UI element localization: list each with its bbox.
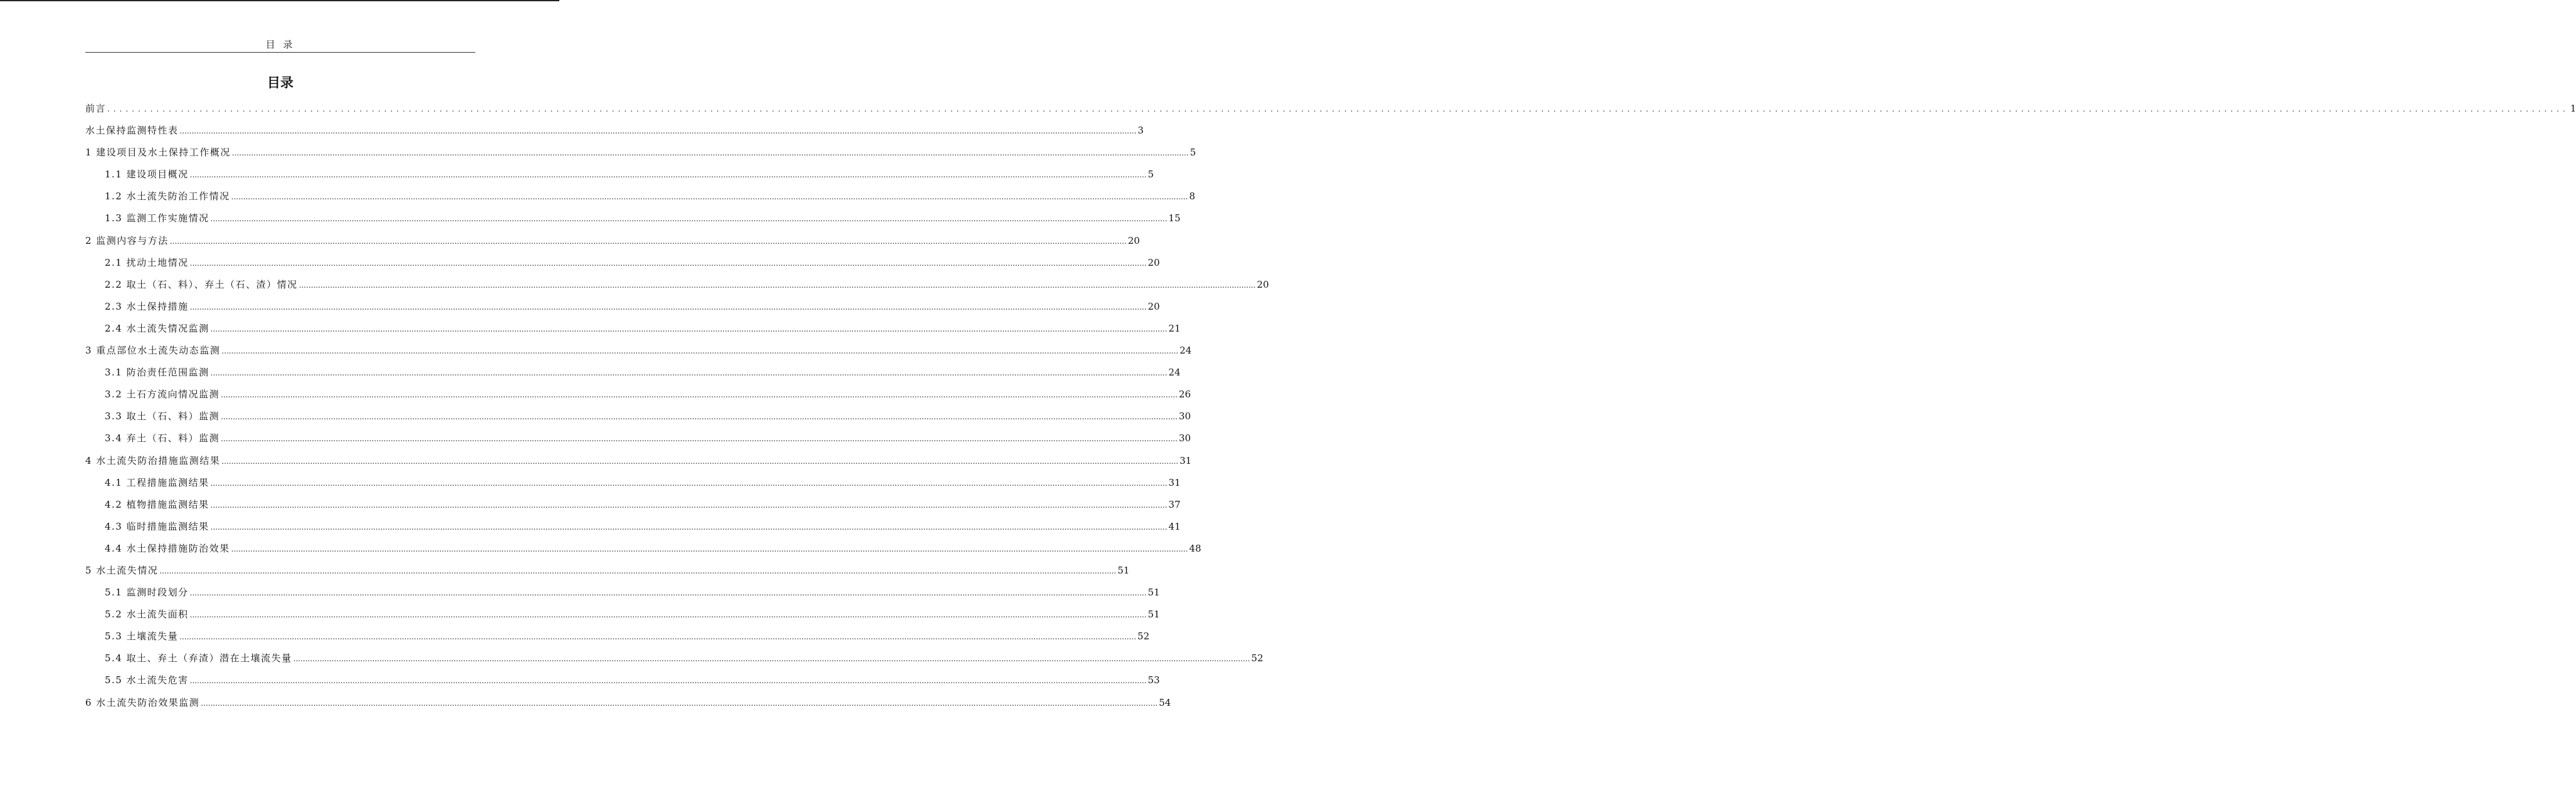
running-header: 目 录	[265, 39, 295, 50]
toc-entry-page: 37	[1168, 498, 1181, 510]
toc-dot-leader: ................................................................................................................................................................................................................................................................................................................................................................................................................	[231, 544, 1188, 553]
toc-entry[interactable]	[85, 427, 1191, 449]
toc-entry[interactable]	[85, 318, 1181, 340]
toc-entry-label: 4.1 工程措施监测结果	[105, 476, 209, 488]
toc-entry-page: 24	[1168, 367, 1181, 379]
toc-entry[interactable]	[85, 604, 1160, 626]
toc-entry-page: 52	[1137, 631, 1149, 642]
toc-entry-page: 5	[1148, 169, 1154, 181]
toc-entry-label: 2.4 水土流失情况监测	[105, 322, 209, 334]
toc-dot-leader: ................................................................................................................................................................................................................................................................................................................................................................................................................	[221, 456, 1179, 466]
toc-entry[interactable]	[85, 362, 1181, 384]
toc-entry-page: 31	[1168, 476, 1181, 488]
toc-entry-label: 3.3 取土（石、料）监测	[105, 411, 220, 422]
toc-entry[interactable]	[85, 296, 1160, 318]
toc-dot-leader: ................................................................................................................................................................................................................................................................................................................................................................................................................	[210, 324, 1168, 333]
toc-entry[interactable]	[85, 450, 1192, 472]
toc-list	[85, 98, 2576, 714]
toc-entry-page: 30	[1178, 411, 1191, 422]
toc-entry[interactable]	[85, 669, 1160, 691]
toc-entry[interactable]	[85, 164, 1154, 186]
toc-entry[interactable]	[85, 186, 1195, 207]
toc-dot-leader: ................................................................................................................................................................................................................................................................................................................................................................................................................	[221, 347, 1179, 356]
toc-entry-page: 20	[1148, 300, 1160, 312]
toc-dot-leader: ................................................................................................................................................................................................................................................................................................................................................................................................................	[293, 654, 1250, 664]
toc-dot-leader: ................................................................................................................................................................................................................................................................................................................................................................................................................	[210, 500, 1168, 510]
toc-entry-label: 1.3 监测工作实施情况	[105, 212, 209, 224]
toc-entry-page: 1	[2570, 103, 2576, 114]
toc-dot-leader: ................................................................................................................................................................................................................................................................................................................................................................................................................	[189, 589, 1147, 598]
toc-entry[interactable]	[85, 538, 1201, 560]
toc-dot-leader: ................................................................................................................................................................................................................................................................................................................................................................................................................	[210, 522, 1168, 532]
toc-entry[interactable]	[85, 626, 1149, 647]
toc-dot-leader: ................................................................................................................................................................................................................................................................................................................................................................................................................	[189, 302, 1147, 312]
toc-entry-label: 前言	[85, 103, 107, 114]
toc-entry-page: 3	[1138, 125, 1144, 137]
toc-entry-label: 4.2 植物措施监测结果	[105, 498, 209, 510]
toc-dot-leader: ................................................................................................................................................................................................................................................................................................................................................................................................................	[189, 676, 1147, 686]
toc-entry[interactable]	[85, 647, 1264, 669]
toc-entry-label: 1.2 水土流失防治工作情况	[105, 191, 230, 202]
toc-entry-page: 41	[1168, 520, 1181, 532]
toc-entry[interactable]	[85, 142, 1196, 164]
toc-entry-page: 54	[1159, 696, 1171, 708]
toc-dot-leader: ................................................................................................................................................................................................................................................................................................................................................................................................................	[210, 369, 1168, 378]
toc-entry[interactable]	[85, 252, 1160, 274]
toc-entry-page: 8	[1189, 191, 1195, 202]
toc-entry-label: 6 水土流失防治效果监测	[85, 696, 200, 708]
toc-entry-label: 3.1 防治责任范围监测	[105, 367, 209, 379]
toc-dot-leader: ................................................................................................................................................................................................................................................................................................................................................................................................................	[107, 105, 2569, 113]
toc-entry-label: 水土保持监测特性表	[85, 125, 179, 137]
toc-dot-leader: ................................................................................................................................................................................................................................................................................................................................................................................................................	[221, 434, 1178, 444]
toc-entry[interactable]	[85, 340, 1192, 362]
toc-entry[interactable]	[85, 207, 1181, 229]
toc-entry-label: 2.2 取土（石、料）、弃土（石、渣）情况	[105, 278, 298, 290]
toc-entry-page: 21	[1168, 322, 1181, 334]
toc-entry-page: 51	[1148, 587, 1160, 599]
toc-entry-label: 4.4 水土保持措施防治效果	[105, 542, 230, 554]
toc-entry-label: 1.1 建设项目概况	[105, 169, 189, 181]
toc-entry[interactable]	[85, 230, 1140, 252]
toc-dot-leader: ................................................................................................................................................................................................................................................................................................................................................................................................................	[201, 698, 1158, 708]
toc-entry[interactable]	[85, 406, 1191, 427]
toc-entry-label: 5.4 取土、弃土（弃渣）潜在土壤流失量	[105, 652, 292, 664]
toc-entry-label: 4.3 临时措施监测结果	[105, 520, 209, 532]
toc-entry-page: 30	[1178, 432, 1191, 444]
toc-entry[interactable]	[85, 560, 1130, 582]
toc-dot-leader: ................................................................................................................................................................................................................................................................................................................................................................................................................	[221, 412, 1178, 422]
toc-title: 目录	[267, 75, 293, 90]
toc-entry-label: 1 建设项目及水土保持工作概况	[85, 147, 231, 159]
toc-entry-page: 20	[1257, 278, 1269, 290]
toc-entry[interactable]	[85, 516, 1181, 538]
toc-entry[interactable]	[85, 98, 2576, 120]
toc-entry[interactable]	[85, 494, 1181, 516]
toc-entry-page: 52	[1251, 652, 1264, 664]
toc-entry-page: 51	[1117, 564, 1130, 576]
toc-entry-label: 2.1 扰动土地情况	[105, 256, 189, 268]
toc-entry-page: 26	[1178, 389, 1191, 401]
toc-entry-page: 24	[1180, 345, 1192, 357]
toc-entry[interactable]	[85, 384, 1191, 406]
page-top-border	[0, 0, 559, 1]
toc-entry-page: 5	[1190, 147, 1196, 159]
toc-entry-page: 20	[1148, 256, 1160, 268]
toc-entry-label: 3.4 弃土（石、料）监测	[105, 432, 220, 444]
toc-entry-label: 5.5 水土流失危害	[105, 674, 189, 686]
toc-dot-leader: ................................................................................................................................................................................................................................................................................................................................................................................................................	[210, 478, 1168, 488]
toc-dot-leader: ................................................................................................................................................................................................................................................................................................................................................................................................................	[189, 170, 1147, 180]
toc-dot-leader: ................................................................................................................................................................................................................................................................................................................................................................................................................	[189, 258, 1147, 268]
toc-entry-page: 15	[1168, 212, 1181, 224]
toc-entry-label: 3.2 土石方流向情况监测	[105, 389, 220, 401]
toc-entry[interactable]	[85, 472, 1181, 494]
toc-entry-label: 5.2 水土流失面积	[105, 609, 189, 621]
toc-entry-label: 4 水土流失防治措施监测结果	[85, 454, 221, 466]
toc-entry-page: 20	[1127, 234, 1140, 246]
toc-dot-leader: ................................................................................................................................................................................................................................................................................................................................................................................................................	[179, 632, 1136, 642]
toc-entry[interactable]	[85, 274, 1269, 296]
toc-dot-leader: ................................................................................................................................................................................................................................................................................................................................................................................................................	[221, 390, 1178, 400]
header-rule	[85, 52, 475, 53]
toc-dot-leader: ................................................................................................................................................................................................................................................................................................................................................................................................................	[179, 127, 1137, 136]
toc-dot-leader: ................................................................................................................................................................................................................................................................................................................................................................................................................	[298, 280, 1256, 290]
toc-entry-page: 31	[1180, 454, 1192, 466]
toc-entry-label: 3 重点部位水土流失动态监测	[85, 345, 221, 357]
toc-entry-label: 5.3 土壤流失量	[105, 631, 179, 642]
toc-entry[interactable]	[85, 692, 1171, 714]
toc-entry[interactable]	[85, 120, 1144, 142]
toc-dot-leader: ................................................................................................................................................................................................................................................................................................................................................................................................................	[189, 610, 1147, 620]
toc-dot-leader: ................................................................................................................................................................................................................................................................................................................................................................................................................	[169, 236, 1127, 246]
toc-entry-page: 48	[1189, 542, 1201, 554]
toc-entry-label: 2.3 水土保持措施	[105, 300, 189, 312]
toc-dot-leader: ................................................................................................................................................................................................................................................................................................................................................................................................................	[231, 149, 1189, 158]
toc-dot-leader: ................................................................................................................................................................................................................................................................................................................................................................................................................	[159, 566, 1117, 575]
toc-entry-page: 51	[1148, 609, 1160, 621]
toc-entry-label: 5 水土流失情况	[85, 564, 159, 576]
toc-dot-leader: ................................................................................................................................................................................................................................................................................................................................................................................................................	[231, 192, 1188, 202]
toc-dot-leader: ................................................................................................................................................................................................................................................................................................................................................................................................................	[210, 214, 1168, 224]
toc-entry-page: 53	[1148, 674, 1160, 686]
toc-entry-label: 5.1 监测时段划分	[105, 587, 189, 599]
toc-entry[interactable]	[85, 582, 1160, 604]
toc-entry-label: 2 监测内容与方法	[85, 234, 169, 246]
